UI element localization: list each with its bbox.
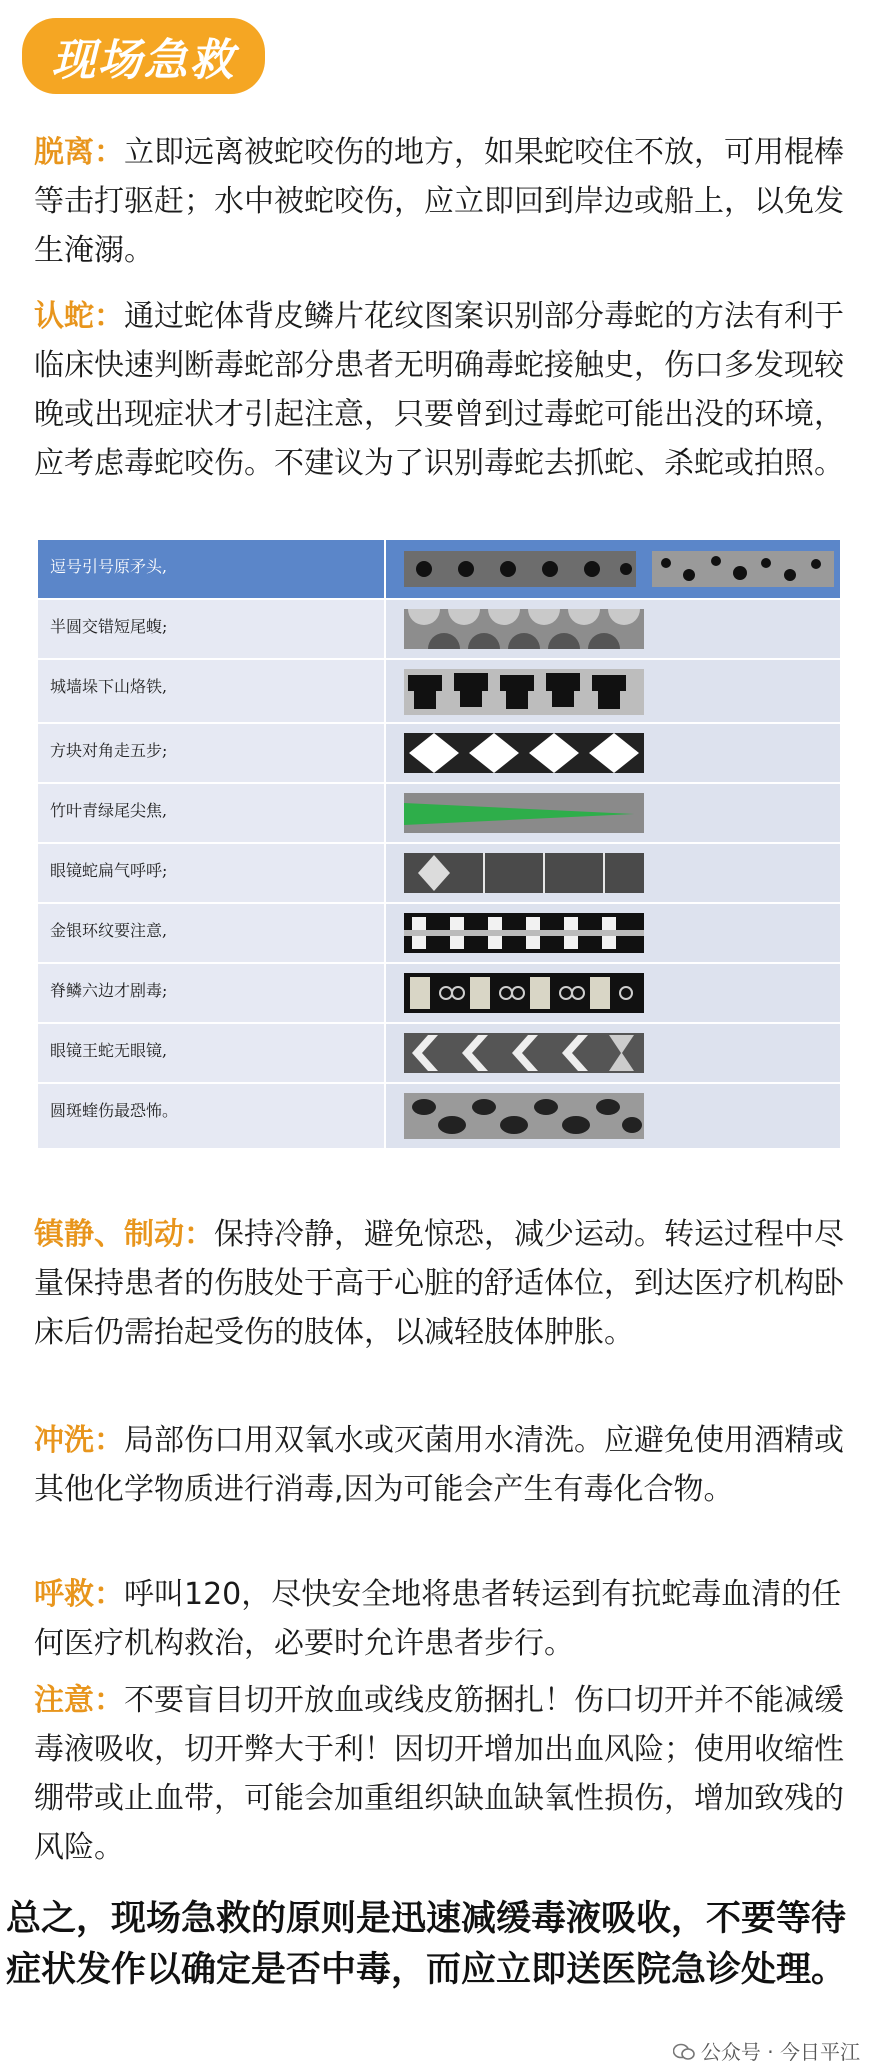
section-label: 呼救： [34, 1577, 124, 1612]
summary-text: 总之，现场急救的原则是迅速减缓毒液吸收，不要等待症状发作以确定是否中毒，而应立即送医院急诊处理。 [6, 1899, 847, 1990]
section-text: 呼叫120，尽快安全地将患者转运到有抗蛇毒血清的任何医疗机构救治，必要时允许患者步行。 [34, 1577, 842, 1661]
section-text: 不要盲目切开放血或线皮筋捆扎！伤口切开并不能减缓毒液吸收，切开弊大于利！因切开增加出血风险；使用收缩性绷带或止血带，可能会加重组织缺血缺氧性损伤，增加致残的风险。 [34, 1683, 844, 1865]
section-call-help [34, 1570, 864, 1668]
pattern-diamond [404, 733, 644, 773]
pattern-hexagon [404, 973, 644, 1013]
section-text: 局部伤口用双氧水或灭菌用水清洗。应避免使用酒精或其他化学物质进行消毒,因为可能会产生有毒化合物。 [34, 1423, 844, 1507]
row-label: 金银环纹要注意, [50, 921, 168, 940]
snake-pattern-table [38, 540, 840, 1168]
section-label: 脱离： [34, 135, 124, 170]
table-row [38, 600, 840, 658]
table-row [38, 1024, 840, 1082]
table-row [38, 660, 840, 722]
pattern-battlement [404, 669, 644, 715]
table-row [38, 904, 840, 962]
pattern-round-spots [404, 1093, 644, 1139]
section-text: 立即远离被蛇咬伤的地方，如果蛇咬住不放，可用棍棒等击打驱赶；水中被蛇咬伤，应立即回到岸边或船上，以免发生淹溺。 [34, 135, 844, 268]
footer-watermark [673, 2036, 860, 2065]
pattern-rings [404, 913, 644, 953]
row-label: 眼镜蛇扁气呼呼; [50, 861, 168, 880]
section-text: 保持冷静，避免惊恐，减少运动。转运过程中尽量保持患者的伤肢处于高于心脏的舒适体位，到达医疗机构卧床后仍需抬起受伤的肢体，以减轻肢体肿胀。 [34, 1217, 844, 1350]
row-label: 竹叶青绿尾尖焦, [50, 801, 168, 820]
section-title-badge: 现场急救 [22, 18, 265, 94]
section-label: 认蛇： [34, 299, 124, 334]
row-label: 方块对角走五步; [50, 741, 168, 760]
section-escape [34, 128, 864, 275]
section-label: 镇静、制动： [34, 1217, 214, 1252]
pattern-chevron [404, 1033, 644, 1073]
row-label: 半圆交错短尾蝮; [50, 617, 168, 636]
table-row [38, 1084, 840, 1148]
section-rinse [34, 1416, 864, 1514]
section-text: 通过蛇体背皮鳞片花纹图案识别部分毒蛇的方法有利于临床快速判断毒蛇部分患者无明确毒蛇接触史，伤口多发现较晚或出现症状才引起注意，只要曾到过毒蛇可能出没的环境，应考虑毒蛇咬伤。不建议为了识别毒蛇去抓蛇、杀蛇或拍照。 [34, 299, 844, 481]
footer-text: 公众号 · 今日平江 [700, 2040, 860, 2064]
pattern-comma-quote [404, 549, 834, 589]
table-row [38, 540, 840, 598]
pattern-half-circle [404, 609, 644, 649]
row-label: 眼镜王蛇无眼镜, [50, 1041, 168, 1060]
table-row [38, 784, 840, 842]
wechat-icon [673, 2042, 695, 2060]
row-label: 逗号引号原矛头, [50, 557, 168, 576]
table-row [38, 964, 840, 1022]
section-calm-immobilize [34, 1210, 864, 1357]
section-caution [34, 1676, 864, 1872]
pattern-green-tail [404, 793, 644, 833]
row-label: 城墙垛下山烙铁, [50, 677, 168, 696]
row-label: 圆斑蝰伤最恐怖。 [50, 1101, 179, 1120]
section-identify [34, 292, 864, 488]
section-label: 注意： [34, 1683, 124, 1718]
table-row [38, 844, 840, 902]
pattern-cobra [404, 853, 644, 893]
row-label: 脊鳞六边才剧毒; [50, 981, 168, 1000]
section-label: 冲洗： [34, 1423, 124, 1458]
table-row [38, 724, 840, 782]
